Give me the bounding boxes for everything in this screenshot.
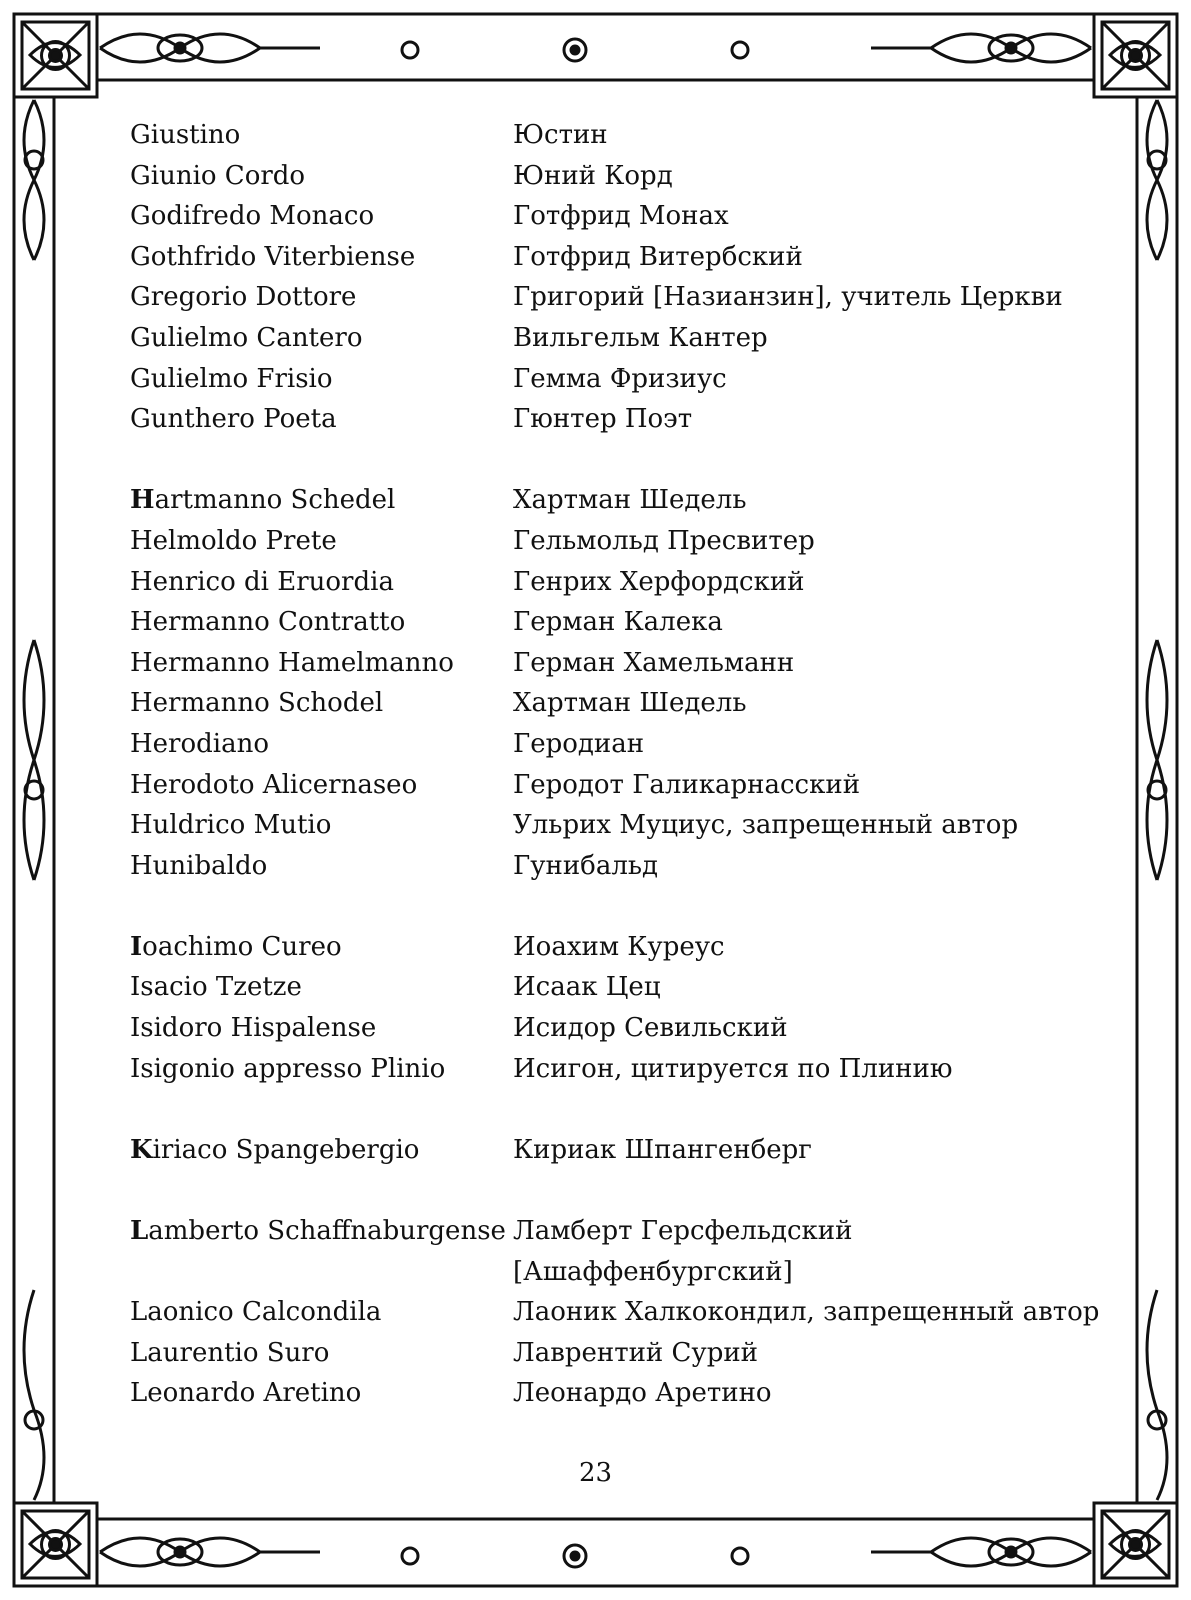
russian-name: Иоахим Куреус (513, 931, 725, 962)
russian-name: Исигон, цитируется по Плинию (513, 1053, 953, 1084)
page-number: 23 (578, 1458, 613, 1488)
latin-name: Herodoto Alicernaseo (130, 769, 418, 800)
latin-name: Laonico Calcondila (130, 1297, 382, 1328)
latin-name: Gulielmo Cantero (130, 322, 363, 353)
russian-name: Готфрид Витербский (513, 241, 803, 272)
latin-name: Giunio Cordo (130, 160, 306, 191)
corner-knot-top-right (1094, 14, 1177, 97)
latin-name: Helmoldo Prete (130, 525, 337, 556)
glossary-row (130, 602, 1080, 643)
latin-name: Gregorio Dottore (130, 282, 357, 313)
latin-name: Isigonio appresso Plinio (130, 1053, 446, 1084)
russian-name: Ульрих Муциус, запрещенный автор (513, 810, 1019, 841)
right-side-ornament (1147, 100, 1167, 1500)
latin-name: Godifredo Monaco (130, 201, 375, 232)
russian-name: Григорий [Назианзин], учитель Церкви (513, 282, 1063, 313)
russian-name: [Ашаффенбургский] (513, 1256, 793, 1287)
latin-name: Gulielmo Frisio (130, 363, 333, 394)
latin-name: Gothfrido Viterbiense (130, 241, 416, 272)
russian-name: Вильгельм Кантер (513, 322, 768, 353)
latin-name: Huldrico Mutio (130, 810, 332, 841)
russian-name: Геродиан (513, 728, 645, 759)
latin-name: Ioachimo Cureo (130, 931, 342, 962)
left-side-ornament (24, 100, 44, 1500)
glossary-row (130, 1333, 1080, 1374)
glossary-row (130, 359, 1080, 400)
russian-name: Гельмольд Пресвитер (513, 525, 815, 556)
section-gap (130, 886, 1080, 927)
latin-name: Giustino (130, 120, 241, 150)
russian-name: Исидор Севильский (513, 1013, 788, 1044)
russian-name: Ламберт Герсфельдский (513, 1216, 853, 1247)
latin-name: Hermanno Contratto (130, 607, 406, 638)
russian-name: Гемма Фризиус (513, 363, 727, 394)
latin-name: Henrico di Eruordia (130, 566, 394, 597)
glossary-row (130, 277, 1080, 318)
glossary-list (130, 115, 1100, 1414)
bottom-band-ornament (100, 1538, 1091, 1567)
latin-name: Hunibaldo (130, 850, 268, 881)
glossary-row (130, 115, 1080, 156)
corner-knot-bottom-right (1094, 1503, 1177, 1586)
glossary-row (130, 196, 1080, 237)
glossary-row (130, 562, 1080, 603)
latin-name: Isidoro Hispalense (130, 1013, 377, 1044)
glossary-row (130, 156, 1080, 197)
glossary-row (130, 399, 1080, 440)
latin-name: Kiriaco Spangebergio (130, 1134, 420, 1165)
russian-name: Леонардо Аретино (513, 1378, 772, 1409)
russian-name: Кириак Шпангенберг (513, 1134, 812, 1165)
russian-name: Герман Калека (513, 607, 723, 638)
latin-name: Isacio Tzetze (130, 972, 302, 1003)
glossary-row (130, 724, 1080, 765)
glossary-row (130, 1130, 1080, 1171)
russian-name: Хартман Шедель (513, 688, 747, 719)
russian-name: Герман Хамельманн (513, 647, 795, 678)
russian-name: Гюнтер Поэт (513, 404, 693, 435)
glossary-row (130, 521, 1080, 562)
glossary-row (130, 1373, 1080, 1414)
latin-name: Gunthero Poeta (130, 404, 337, 435)
russian-name: Лаврентий Сурий (513, 1337, 758, 1368)
latin-name: Laurentio Suro (130, 1337, 330, 1368)
latin-name: Leonardo Aretino (130, 1378, 362, 1409)
russian-name: Готфрид Монах (513, 201, 729, 232)
latin-name: Hartmanno Schedel (130, 485, 396, 516)
section-gap (130, 1170, 1080, 1211)
russian-name: Генрих Херфордский (513, 566, 805, 597)
corner-knot-bottom-left (14, 1503, 97, 1586)
russian-name: Юний Корд (513, 160, 673, 191)
glossary-row (130, 1211, 1080, 1252)
glossary-row (130, 927, 1080, 968)
glossary-row (130, 683, 1080, 724)
section-gap (130, 440, 1080, 481)
glossary-row (130, 237, 1080, 278)
glossary-row (130, 1292, 1100, 1333)
corner-knot-top-left (14, 14, 97, 97)
glossary-row (130, 318, 1080, 359)
glossary-row (130, 1049, 1080, 1090)
section-gap (130, 1089, 1080, 1130)
russian-name: Юстин (513, 120, 608, 150)
glossary-row (130, 1008, 1080, 1049)
russian-name: Геродот Галикарнасский (513, 769, 861, 800)
glossary-row-continuation (130, 1252, 1080, 1293)
glossary-row (130, 480, 1080, 521)
glossary-row (130, 643, 1080, 684)
latin-name: Hermanno Hamelmanno (130, 647, 454, 678)
russian-name: Исаак Цец (513, 972, 661, 1003)
russian-name: Хартман Шедель (513, 485, 747, 516)
russian-name: Лаоник Халкокондил, запрещенный автор (513, 1297, 1100, 1328)
glossary-row (130, 765, 1080, 806)
glossary-row (130, 846, 1080, 887)
top-band-ornament (100, 34, 1091, 62)
latin-name: Hermanno Schodel (130, 688, 384, 719)
russian-name: Гунибальд (513, 850, 659, 881)
glossary-row (130, 967, 1080, 1008)
latin-name: Lamberto Schaffnaburgense (130, 1216, 506, 1247)
glossary-row (130, 805, 1080, 846)
latin-name: Herodiano (130, 728, 270, 759)
